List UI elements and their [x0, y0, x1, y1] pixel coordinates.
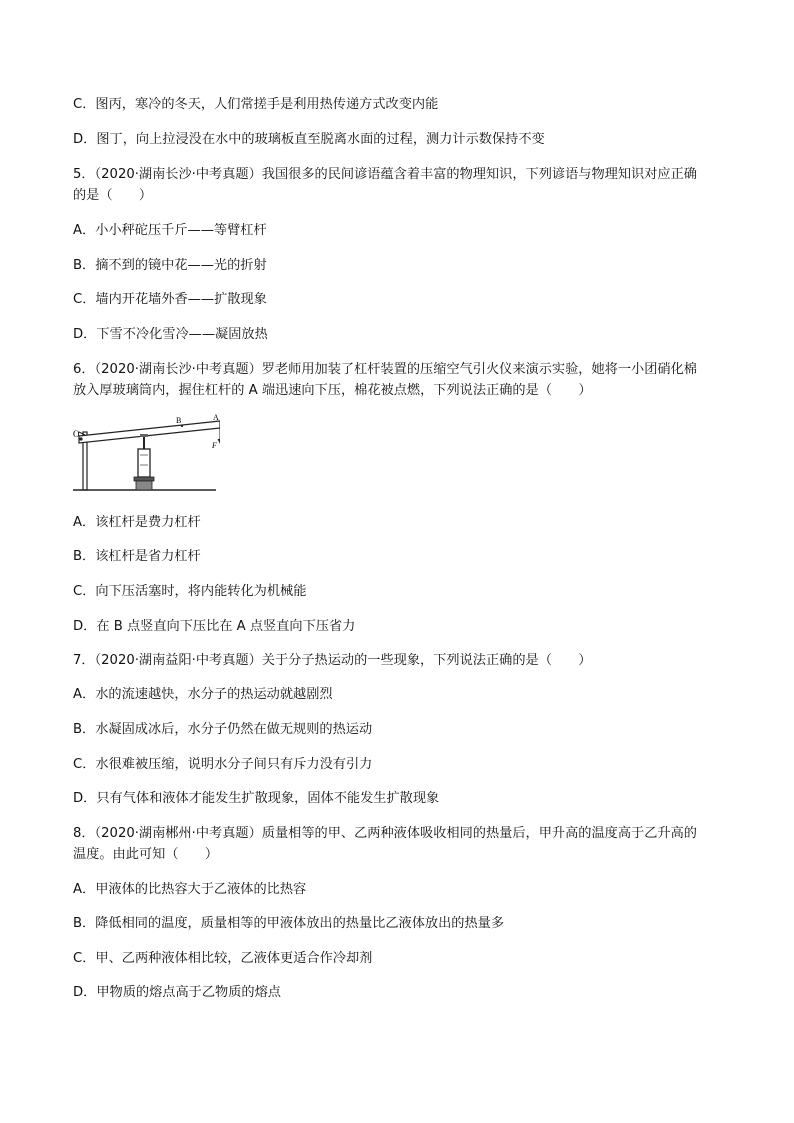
question-5-line1: 5．（2020·湖南长沙·中考真题）我国很多的民间谚语蕴含着丰富的物理知识，下列谚语与物理知识对应正确 [73, 167, 697, 182]
tube-base [134, 477, 154, 481]
point-b [181, 425, 183, 427]
option-8c: C．甲、乙两种液体相比较，乙液体更适合作冷却剂 [73, 951, 373, 966]
question-6-line2: 放入厚玻璃筒内，握住杠杆的 A 端迅速向下压，棉花被点燃，下列说法正确的是（ ） [73, 383, 592, 398]
label-f: F [212, 441, 217, 450]
lever-apparatus-figure [70, 412, 220, 498]
question-7: 7．（2020·湖南益阳·中考真题）关于分子热运动的一些现象，下列说法正确的是（ ） [73, 653, 592, 668]
option-7a: A．水的流速越快，水分子的热运动就越剧烈 [73, 687, 333, 702]
glass-tube [138, 449, 150, 477]
label-a: A [213, 413, 219, 422]
option-5a: A．小小秤砣压千斤——等臂杠杆 [73, 223, 267, 238]
piston-head [140, 434, 148, 437]
question-8-line1: 8．（2020·湖南郴州·中考真题）质量相等的甲、乙两种液体吸收相同的热量后，甲升高的温度高于乙升高的 [73, 826, 697, 841]
question-5-line2: 的是（ ） [73, 188, 153, 203]
option-8b: B．降低相同的温度，质量相等的甲液体放出的热量比乙液体放出的热量多 [73, 916, 505, 931]
option-4d: D．图丁，向上拉浸没在水中的玻璃板直至脱离水面的过程，测力计示数保持不变 [73, 132, 545, 147]
option-8a: A．甲液体的比热容大于乙液体的比热容 [73, 882, 307, 897]
question-6-line1: 6．（2020·湖南长沙·中考真题）罗老师用加装了杠杆装置的压缩空气引火仪来演示实验，她将一小团硝化棉 [73, 362, 697, 377]
tube-stand [136, 481, 152, 490]
pivot-point [79, 437, 82, 440]
option-6c: C．向下压活塞时，将内能转化为机械能 [73, 584, 307, 599]
label-b: B [176, 416, 182, 425]
question-8-line2: 温度。由此可知（ ） [73, 847, 219, 862]
option-5d: D．下雪不冷化雪冷——凝固放热 [73, 327, 268, 342]
option-6b: B．该杠杆是省力杠杆 [73, 549, 201, 564]
option-7c: C．水很难被压缩，说明水分子间只有斥力没有引力 [73, 757, 373, 772]
label-o: O [73, 429, 80, 439]
option-5b: B．摘不到的镜中花——光的折射 [73, 258, 267, 273]
option-6a: A．该杠杆是费力杠杆 [73, 515, 201, 530]
force-arrow-head [218, 439, 221, 444]
option-7d: D．只有气体和液体才能发生扩散现象，固体不能发生扩散现象 [73, 791, 440, 806]
option-7b: B．水凝固成冰后，水分子仍然在做无规则的热运动 [73, 722, 373, 737]
option-4c: C．图丙，寒冷的冬天，人们常搓手是利用热传递方式改变内能 [73, 97, 439, 112]
option-6d: D．在 B 点竖直向下压比在 A 点竖直向下压省力 [73, 619, 356, 634]
option-5c: C．墙内开花墙外香——扩散现象 [73, 292, 267, 307]
lever [79, 421, 220, 443]
option-8d: D．甲物质的熔点高于乙物质的熔点 [73, 985, 281, 1000]
